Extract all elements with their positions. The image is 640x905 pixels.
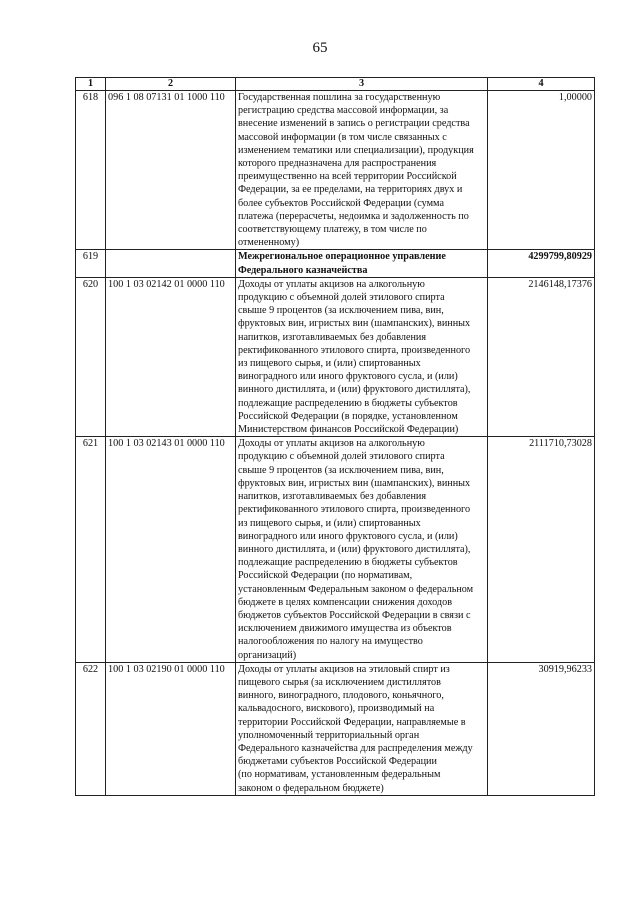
description-line: подлежащие распределению в бюджеты субъектов (238, 557, 458, 569)
description-line: продукцию с объемной долей этилового спирта (238, 292, 445, 304)
row-number: 620 (76, 277, 106, 436)
description-line: внесение изменений в запись о регистрации средства (238, 118, 470, 130)
description-line: Доходы от уплаты акцизов на этиловый спирт из (238, 663, 450, 675)
revenue-description (236, 662, 488, 795)
description-line: соответствующему платежу, в том числе по (238, 224, 427, 236)
description-line: платежа (перерасчеты, недоимка и задолженность по (238, 210, 469, 222)
row-number: 621 (76, 437, 106, 662)
row-number: 618 (76, 91, 106, 250)
table-header-row (76, 78, 595, 91)
description-line: исключением движимого имущества из объектов (238, 623, 452, 635)
description-line: фруктовых вин, игристых вин (шампанских), винных (238, 318, 471, 330)
revenue-amount: 30919,96233 (488, 662, 595, 795)
revenue-description (236, 277, 488, 436)
description-line: преимущественно на всей территории Российской (238, 171, 457, 183)
description-line: винного дистиллята, и (или) фруктового дистиллята), (238, 384, 471, 396)
description-line: винного дистиллята, и (или) фруктового дистиллята), (238, 543, 471, 555)
description-line: подлежащие распределению в бюджеты субъектов (238, 397, 458, 409)
description-line: фруктовых вин, игристых вин (шампанских), винных (238, 477, 471, 489)
header-col-1: 1 (76, 78, 106, 91)
description-line: Российской Федерации (в порядке, установленном (238, 410, 458, 422)
description-line: виноградного или иного фруктового сусла, и (или) (238, 371, 458, 383)
description-line: Российской Федерации (по нормативам, (238, 570, 413, 582)
description-line: отмененному) (238, 237, 300, 249)
revenue-description (236, 91, 488, 250)
description-line: уполномоченный территориальный орган (238, 729, 420, 741)
header-col-4: 4 (488, 78, 595, 91)
description-line: Федерального казначейства для распределения между (238, 742, 473, 754)
description-line: организаций) (238, 649, 297, 661)
description-line: (по нормативам, установленным федеральным (238, 769, 441, 781)
description-line: ректификованного этилового спирта, произведенного (238, 504, 471, 516)
description-line: бюджетов субъектов Российской Федерации в связи с (238, 609, 471, 621)
description-line: свыше 9 процентов (за исключением пива, вин, (238, 464, 444, 476)
description-line: установленным Федеральным законом о федеральном (238, 583, 474, 595)
description-line: виноградного или иного фруктового сусла, и (или) (238, 530, 458, 542)
revenue-code (106, 250, 236, 277)
row-number: 622 (76, 662, 106, 795)
description-line: массовой информации (в том числе связанных с (238, 131, 447, 143)
budget-revenue-table (75, 77, 595, 796)
table-row (76, 662, 595, 795)
description-line: налогообложения по налогу на имущество (238, 636, 423, 648)
description-line: Доходы от уплаты акцизов на алкогольную (238, 278, 425, 290)
revenue-code: 096 1 08 07131 01 1000 110 (106, 91, 236, 250)
revenue-amount: 2111710,73028 (488, 437, 595, 662)
description-line: более субъектов Российской Федерации (сумма (238, 197, 444, 209)
description-line: Федерального казначейства (238, 264, 368, 276)
page-number: 65 (312, 40, 328, 56)
description-line: Межрегиональное операционное управление (238, 251, 446, 263)
row-number: 619 (76, 250, 106, 277)
table-row (76, 277, 595, 436)
revenue-amount: 2146148,17376 (488, 277, 595, 436)
description-line: бюджетами субъектов Российской Федерации (238, 756, 437, 768)
revenue-code: 100 1 03 02142 01 0000 110 (106, 277, 236, 436)
description-line: регистрацию средства массовой информации, за (238, 105, 449, 117)
header-col-3: 3 (236, 78, 488, 91)
revenue-code: 100 1 03 02190 01 0000 110 (106, 662, 236, 795)
description-line: Государственная пошлина за государственную (238, 92, 441, 103)
description-line: Доходы от уплаты акцизов на алкогольную (238, 438, 425, 450)
description-line: из пищевого сырья, и (или) спиртованных (238, 358, 421, 370)
description-line: кальвадосного, вискового), производимый на (238, 703, 435, 715)
table-body (76, 91, 595, 796)
revenue-amount: 4299799,80929 (488, 250, 595, 277)
revenue-code: 100 1 03 02143 01 0000 110 (106, 437, 236, 662)
description-line: продукцию с объемной долей этилового спирта (238, 451, 445, 463)
description-line: бюджете в целях компенсации снижения доходов (238, 596, 453, 608)
table-row (76, 250, 595, 277)
description-line: законом о федеральном бюджете) (238, 782, 384, 794)
header-col-2: 2 (106, 78, 236, 91)
revenue-amount: 1,00000 (488, 91, 595, 250)
description-line: пищевого сырья (за исключением дистиллятов (238, 676, 441, 688)
description-line: Министерством финансов Российской Федерации) (238, 424, 459, 436)
description-line: из пищевого сырья, и (или) спиртованных (238, 517, 421, 529)
description-line: которого предназначена для распространения (238, 158, 437, 170)
table-row (76, 437, 595, 662)
description-line: свыше 9 процентов (за исключением пива, вин, (238, 305, 444, 317)
description-line: изменением тематики или специализации), продукция (238, 144, 474, 156)
description-line: территории Российской Федерации, направляемые в (238, 716, 466, 728)
revenue-description (236, 437, 488, 662)
revenue-description (236, 250, 488, 277)
description-line: ректификованного этилового спирта, произведенного (238, 344, 471, 356)
description-line: Федерации, за ее пределами, на территориях двух и (238, 184, 463, 196)
description-line: напитков, изготавливаемых без добавления (238, 491, 427, 503)
description-line: винного, виноградного, плодового, коньячного, (238, 690, 444, 702)
table-row (76, 91, 595, 250)
description-line: напитков, изготавливаемых без добавления (238, 331, 427, 343)
